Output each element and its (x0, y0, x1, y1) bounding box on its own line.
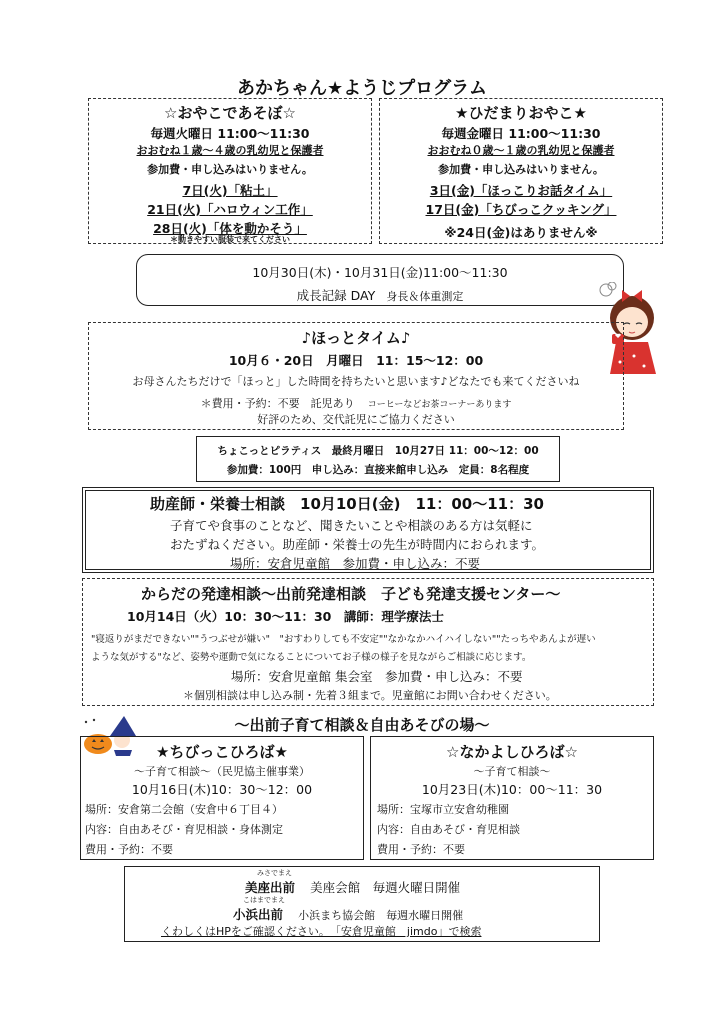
karada-desc1: "寝返りがまだできない""うつぶせが嫌い" "おすわりしても不安定""なかなかハイハイしない""たっちやあんよが遅い (91, 634, 596, 645)
hidamari-event: 3日(金)「ほっこりお話タイム」 (429, 183, 613, 198)
oyako-schedule: 毎週火曜日 11:00～11:30 (150, 126, 310, 141)
oyako-event: 7日(火)「粘土」 (182, 183, 278, 198)
midwife-place: 場所：安倉児童館 参加費・申し込み：不要 (230, 556, 481, 571)
oyako-fee: 参加費・申し込みはいりません。 (147, 163, 313, 176)
footer-box (124, 866, 600, 942)
pilates-line1: ちょこっとピラティス 最終月曜日 10月27日 11：00～12：00 (217, 445, 539, 457)
oyako-event: 21日(火)「ハロウィン工作」 (147, 202, 313, 217)
chibikko-fee: 費用・予約：不要 (85, 843, 173, 856)
growth-detail: 身長＆体重測定 (386, 290, 464, 303)
hotto-fee: ＊費用・予約：不要 託児あり (200, 397, 355, 410)
oyako-title: ☆おやこであそぼ☆ (164, 104, 296, 122)
hotto-box (88, 322, 624, 430)
hotto-note: 好評のため、交代託児にご協力ください (257, 413, 455, 426)
hotto-coffee: コーヒーなどお茶コーナーあります (367, 400, 512, 410)
hidamari-fee: 参加費・申し込みはいりません。 (438, 163, 604, 176)
demae-title: ～出前子育て相談＆自由あそびの場～ (234, 716, 490, 734)
growth-box (136, 254, 624, 306)
midwife-title: 助産師・栄養士相談 10月10日(金) 11：00～11：30 (150, 495, 544, 513)
hotto-desc: お母さんたちだけで「ほっと」した時間を持ちたいと思います♪どなたでも来てくださいね (132, 375, 580, 388)
hotto-date: 10月６・20日 月曜日 11：15～12：00 (228, 353, 484, 368)
karada-desc2: ような気がする"など、姿勢や運動で気になることについてお子様の様子を見ながらご相談に応じます。 (91, 652, 532, 663)
growth-label: 成長記録 DAY (296, 288, 376, 303)
chibikko-sub: ～子育て相談～（民児協主催事業） (134, 765, 310, 778)
misa-name: 美座出前 (245, 880, 296, 895)
karada-place: 場所：安倉児童館 集会室 参加費・申し込み：不要 (231, 669, 523, 684)
page-title: あかちゃん★ようじプログラム (237, 78, 487, 99)
oyako-box (88, 98, 372, 244)
hotto-title: ♪ほっとタイム♪ (301, 329, 411, 347)
kohama-info: 小浜まち協会館 毎週水曜日開催 (298, 909, 464, 922)
oyako-event: 28日(火)「体を動かそう」 (153, 221, 307, 236)
nakayoshi-title: ☆なかよしひろば☆ (446, 743, 578, 761)
hidamari-event: 17日(金)「ちびっこクッキング」 (425, 202, 617, 217)
oyako-note: ＊動きやすい服装で来てください (170, 235, 290, 244)
nakayoshi-date: 10月23日(木)10：00～11：30 (421, 782, 603, 797)
hidamari-title: ★ひだまりおやこ★ (455, 104, 587, 122)
midwife-box (82, 487, 654, 573)
hidamari-note: ※24日(金)はありません※ (444, 225, 598, 240)
chibikko-content: 内容：自由あそび・育児相談・身体測定 (85, 823, 283, 836)
nakayoshi-place: 場所：宝塚市立安倉幼稚園 (377, 803, 509, 816)
kohama-line (233, 904, 463, 923)
chibikko-title: ★ちびっこひろば★ (156, 743, 288, 761)
nakayoshi-sub: ～子育て相談～ (473, 765, 551, 778)
kohama-ruby: こはまでまえ (243, 896, 285, 904)
misa-line (245, 877, 460, 896)
hotto-fee-line (89, 392, 623, 411)
karada-box (82, 578, 654, 706)
nakayoshi-fee: 費用・予約：不要 (377, 843, 465, 856)
footer-hp[interactable]: くわしくはHPをご確認ください。 「安倉児童館 jimdo」で検索 (161, 925, 482, 938)
hidamari-box (379, 98, 663, 244)
karada-title: からだの発達相談～出前発達相談 子ども発達支援センター～ (141, 585, 561, 603)
chibikko-box (80, 736, 364, 860)
hidamari-schedule: 毎週金曜日 11:00～11:30 (441, 126, 601, 141)
karada-date: 10月14日（火）10：30～11：30 講師：理学療法士 (127, 609, 444, 624)
chibikko-date: 10月16日(木)10：30～12：00 (131, 782, 313, 797)
misa-ruby: みさでまえ (257, 869, 292, 877)
chibikko-place: 場所：安倉第二会館（安倉中６丁目４） (85, 803, 283, 816)
nakayoshi-content: 内容：自由あそび・育児相談 (377, 823, 520, 836)
kohama-name: 小浜出前 (233, 907, 284, 922)
midwife-desc1: 子育てや食事のことなど、聞きたいことや相談のある方は気軽に (170, 518, 533, 533)
oyako-target: おおむね１歳～４歳の乳幼児と保護者 (136, 144, 324, 157)
growth-line (137, 285, 623, 304)
hidamari-target: おおむね０歳～１歳の乳幼児と保護者 (427, 144, 615, 157)
growth-date: 10月30日(木)・10月31日(金)11:00～11:30 (252, 265, 508, 280)
nakayoshi-box (370, 736, 654, 860)
karada-note: ＊個別相談は申し込み制・先着３組まで。児童館にお問い合わせください。 (183, 689, 557, 702)
pilates-box (196, 436, 560, 482)
pilates-line2: 参加費：100円 申し込み：直接来館申し込み 定員：8名程度 (226, 464, 530, 476)
midwife-desc2: おたずねください。助産師・栄養士の先生が時間内におられます。 (170, 537, 545, 552)
misa-info: 美座会館 毎週火曜日開催 (310, 880, 461, 895)
